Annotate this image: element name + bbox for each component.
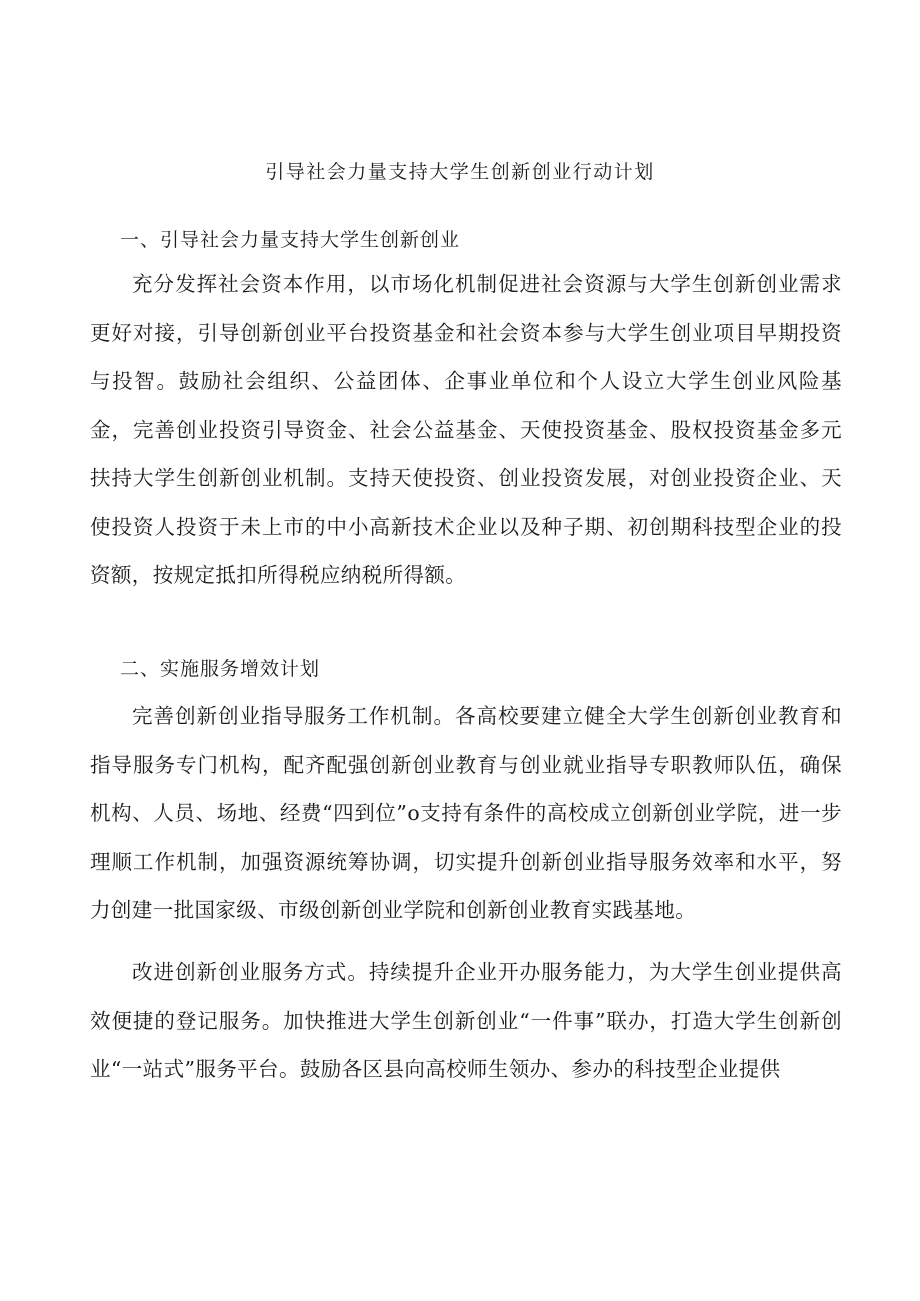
- section-2-paragraph-2: 改进创新创业服务方式。持续提升企业开办服务能力，为大学生创业提供高效便捷的登记服务。加快推进大学生创新创业“一件事”联办，打造大学生创新创业“一站式”服务平台。鼓励各区县向高校师生领办、参办的科技型企业提供: [90, 960, 842, 1081]
- section-heading-2: 二、实施服务增效计划: [120, 658, 321, 680]
- section-1-paragraph-1: 充分发挥社会资本作用，以市场化机制促进社会资源与大学生创新创业需求更好对接，引导创新创业平台投资基金和社会资本参与大学生创业项目早期投资与投智。鼓励社会组织、公益团体、企事业单位和个人设立大学生创业风险基金，完善创业投资引导资金、社会公益基金、天使投资基金、股权投资基金多元扶持大学生创新创业机制。支持天使投资、创业投资发展，对创业投资企业、天使投资人投资于未上市的中小高新技术企业以及种子期、初创期科技型企业的投资额，按规定抵扣所得税应纳税所得额。: [90, 272, 842, 587]
- document-title: 引导社会力量支持大学生创新创业行动计划: [265, 161, 655, 183]
- section-2-paragraph-1: 完善创新创业指导服务工作机制。各高校要建立健全大学生创新创业教育和指导服务专门机构，配齐配强创新创业教育与创业就业指导专职教师队伍，确保机构、人员、场地、经费“四到位”o支持有条件的高校成立创新创业学院，进一步理顺工作机制，加强资源统筹协调，切实提升创新创业指导服务效率和水平，努力创建一批国家级、市级创新创业学院和创新创业教育实践基地。: [90, 704, 842, 922]
- section-heading-1: 一、引导社会力量支持大学生创新创业: [120, 229, 461, 251]
